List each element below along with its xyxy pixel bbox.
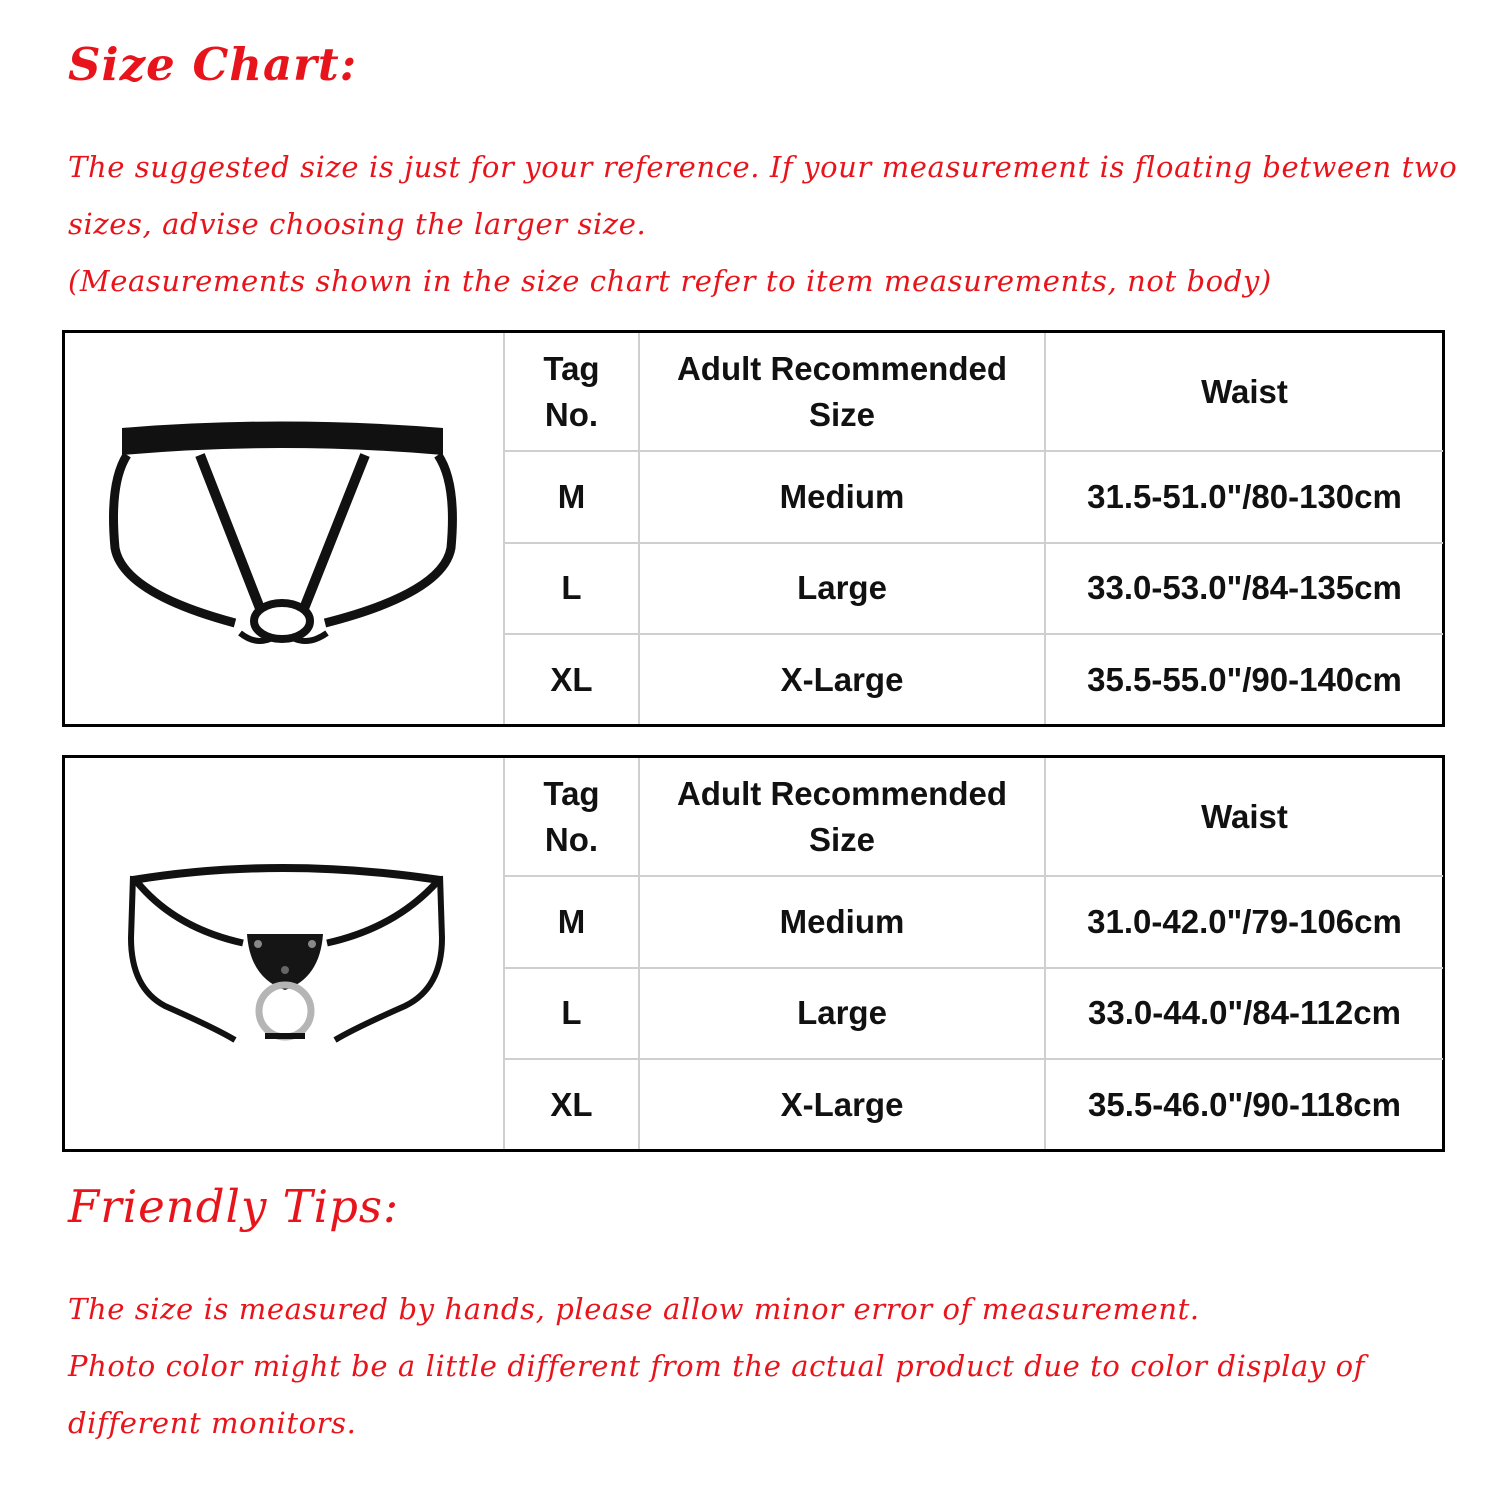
size-table-1-grid bbox=[503, 333, 1443, 724]
tag-cell: L bbox=[504, 968, 639, 1060]
tag-cell: M bbox=[504, 451, 639, 543]
intro-line-3: (Measurements shown in the size chart refer to item measurements, not body) bbox=[68, 264, 1272, 298]
size-cell: Large bbox=[639, 543, 1045, 635]
table-row bbox=[504, 968, 1443, 1060]
tips-line-3: different monitors. bbox=[68, 1406, 357, 1440]
size-table-2-grid bbox=[503, 758, 1443, 1149]
waist-cell: 33.0-44.0"/84-112cm bbox=[1045, 968, 1443, 1060]
header-tag-no: Tag No. bbox=[504, 758, 639, 876]
size-cell: X-Large bbox=[639, 1059, 1045, 1149]
size-cell: Medium bbox=[639, 876, 1045, 968]
tips-line-2: Photo color might be a little different from the actual product due to color display of bbox=[68, 1349, 1366, 1383]
product-image-2 bbox=[65, 758, 505, 1149]
tag-cell: XL bbox=[504, 634, 639, 724]
waist-cell: 35.5-55.0"/90-140cm bbox=[1045, 634, 1443, 724]
header-tag-no: Tag No. bbox=[504, 333, 639, 451]
table-row bbox=[504, 634, 1443, 724]
tips-line-1: The size is measured by hands, please allow minor error of measurement. bbox=[68, 1292, 1200, 1326]
tag-cell: L bbox=[504, 543, 639, 635]
waist-cell: 31.0-42.0"/79-106cm bbox=[1045, 876, 1443, 968]
table-row bbox=[504, 876, 1443, 968]
tag-cell: M bbox=[504, 876, 639, 968]
size-cell: Large bbox=[639, 968, 1045, 1060]
size-cell: Medium bbox=[639, 451, 1045, 543]
waist-cell: 31.5-51.0"/80-130cm bbox=[1045, 451, 1443, 543]
size-table-1 bbox=[62, 330, 1445, 727]
size-cell: X-Large bbox=[639, 634, 1045, 724]
waist-cell: 35.5-46.0"/90-118cm bbox=[1045, 1059, 1443, 1149]
header-waist: Waist bbox=[1045, 758, 1443, 876]
table-row bbox=[504, 451, 1443, 543]
friendly-tips-title: Friendly Tips: bbox=[68, 1180, 400, 1233]
size-chart-title: Size Chart: bbox=[68, 38, 358, 91]
jockstrap-wide-band-icon bbox=[65, 333, 503, 724]
table-row bbox=[504, 543, 1443, 635]
table-row bbox=[504, 1059, 1443, 1149]
jockstrap-thin-band-ring-icon bbox=[65, 758, 503, 1149]
size-table-2 bbox=[62, 755, 1445, 1152]
intro-line-1: The suggested size is just for your reference. If your measurement is floating between two bbox=[68, 150, 1458, 184]
header-adult-size: Adult Recommended Size bbox=[639, 758, 1045, 876]
waist-cell: 33.0-53.0"/84-135cm bbox=[1045, 543, 1443, 635]
header-waist: Waist bbox=[1045, 333, 1443, 451]
header-adult-size: Adult Recommended Size bbox=[639, 333, 1045, 451]
tag-cell: XL bbox=[504, 1059, 639, 1149]
product-image-1 bbox=[65, 333, 505, 724]
intro-line-2: sizes, advise choosing the larger size. bbox=[68, 207, 647, 241]
